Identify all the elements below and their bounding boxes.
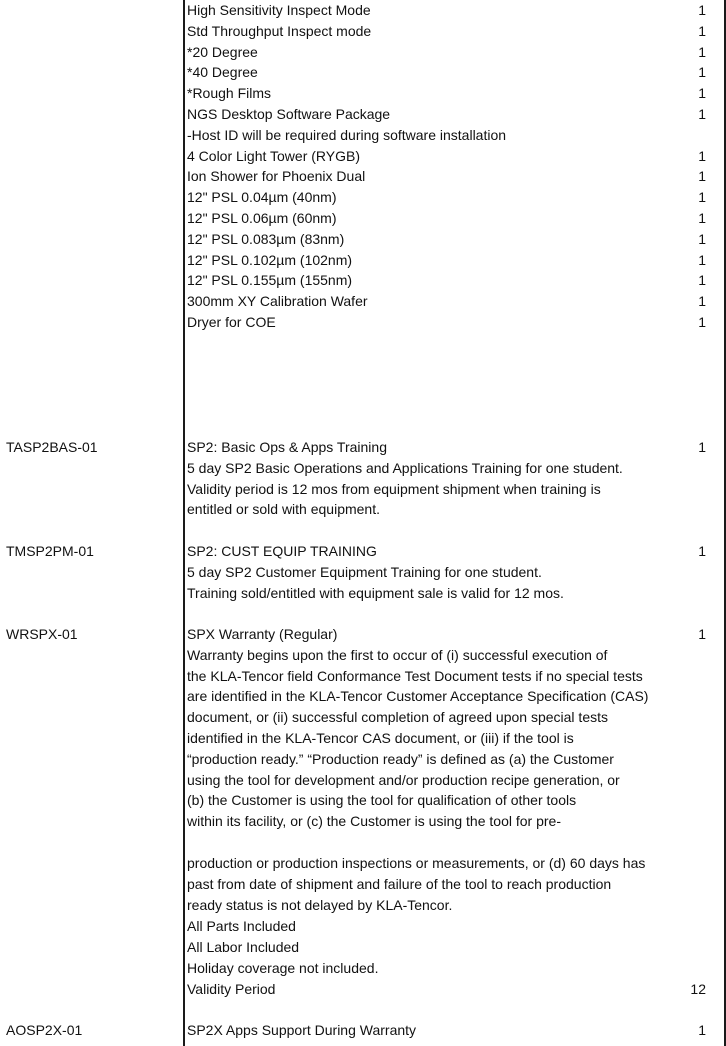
item-description-line: High Sensitivity Inspect Mode — [187, 2, 371, 18]
item-description-line: “production ready.” “Production ready” is defined as (a) the Customer — [187, 750, 614, 767]
item-description-line: production or production inspections or measurements, or (d) 60 days has — [187, 855, 646, 871]
column-divider-code — [183, 0, 185, 1046]
item-quantity: 1 — [698, 210, 706, 226]
item-quantity: 1 — [698, 148, 706, 164]
item-description-line: -Host ID will be required during software installation — [187, 127, 507, 143]
item-description-line: (b) the Customer is using the tool for qualification of other tools — [187, 792, 577, 809]
item-quantity: 1 — [698, 543, 706, 559]
item-description-line: Holiday coverage not included. — [187, 960, 379, 976]
item-description-line: All Parts Included — [187, 918, 296, 934]
item-quantity: 1 — [698, 23, 706, 39]
item-description-line: the KLA-Tencor field Conformance Test Document tests if no special tests — [187, 667, 643, 684]
item-description-line: Training sold/entitled with equipment sale is valid for 12 mos. — [187, 584, 564, 601]
item-quantity: 1 — [698, 252, 706, 268]
item-quantity: 1 — [698, 64, 706, 80]
item-quantity: 1 — [698, 272, 706, 288]
item-description-line: NGS Desktop Software Package — [187, 106, 391, 122]
item-description-line: Ion Shower for Phoenix Dual — [187, 168, 366, 184]
item-quantity: 1 — [698, 1022, 706, 1038]
item-quantity: 1 — [698, 2, 706, 18]
item-description-line: SPX Warranty (Regular) — [187, 626, 338, 642]
item-description-line: 12" PSL 0.04µm (40nm) — [187, 189, 337, 205]
item-quantity: 1 — [698, 293, 706, 309]
item-description-line: 5 day SP2 Customer Equipment Training for one student. — [187, 563, 542, 580]
item-description-line: 12" PSL 0.102µm (102nm) — [187, 252, 353, 268]
item-code: TASP2BAS-01 — [6, 439, 98, 455]
item-description-line: document, or (ii) successful completion of agreed upon special tests — [187, 709, 608, 726]
item-quantity: 12 — [690, 981, 706, 997]
item-description-line: Validity Period — [187, 981, 276, 997]
item-description-line: 4 Color Light Tower (RYGB) — [187, 148, 360, 164]
item-description-line: 300mm XY Calibration Wafer — [187, 293, 368, 309]
item-quantity: 1 — [698, 44, 706, 60]
item-description-line: *40 Degree — [187, 64, 258, 80]
item-quantity: 1 — [698, 314, 706, 330]
item-description-line: 12" PSL 0.06µm (60nm) — [187, 210, 337, 226]
item-description-line: are identified in the KLA-Tencor Customer Acceptance Specification (CAS) — [187, 688, 649, 705]
item-description-line: SP2: CUST EQUIP TRAINING — [187, 543, 377, 559]
item-description-line: within its facility, or (c) the Customer is using the tool for pre- — [187, 813, 561, 830]
item-description-line: ready status is not delayed by KLA-Tencor. — [187, 896, 453, 913]
item-description-line: entitled or sold with equipment. — [187, 501, 380, 518]
item-description-line: past from date of shipment and failure of the tool to reach production — [187, 875, 612, 892]
item-description-line: *20 Degree — [187, 44, 258, 60]
item-quantity: 1 — [698, 439, 706, 455]
item-code: AOSP2X-01 — [6, 1022, 83, 1038]
item-description-line: Warranty begins upon the first to occur of (i) successful execution of — [187, 646, 608, 663]
item-quantity: 1 — [698, 626, 706, 642]
item-code: TMSP2PM-01 — [6, 543, 94, 559]
item-description-line: All Labor Included — [187, 939, 300, 955]
item-quantity: 1 — [698, 106, 706, 122]
item-quantity: 1 — [698, 231, 706, 247]
item-description-line: Validity period is 12 mos from equipment shipment when training is — [187, 480, 601, 497]
item-description-line: *Rough Films — [187, 85, 272, 101]
item-description-line: SP2: Basic Ops & Apps Training — [187, 439, 387, 455]
item-quantity: 1 — [698, 85, 706, 101]
item-description-line: 5 day SP2 Basic Operations and Applications Training for one student. — [187, 459, 623, 476]
item-description-line: 12" PSL 0.083µm (83nm) — [187, 231, 345, 247]
item-code: WRSPX-01 — [6, 626, 78, 642]
item-description-line: SP2X Apps Support During Warranty — [187, 1022, 417, 1038]
item-description-line: Dryer for COE — [187, 314, 276, 330]
item-quantity: 1 — [698, 189, 706, 205]
item-description-line: 12" PSL 0.155µm (155nm) — [187, 272, 353, 288]
item-description-line: Std Throughput Inspect mode — [187, 23, 372, 39]
item-description-line: identified in the KLA-Tencor CAS document, or (iii) if the tool is — [187, 730, 574, 746]
item-description-line: using the tool for development and/or production recipe generation, or — [187, 771, 620, 788]
item-quantity: 1 — [698, 168, 706, 184]
